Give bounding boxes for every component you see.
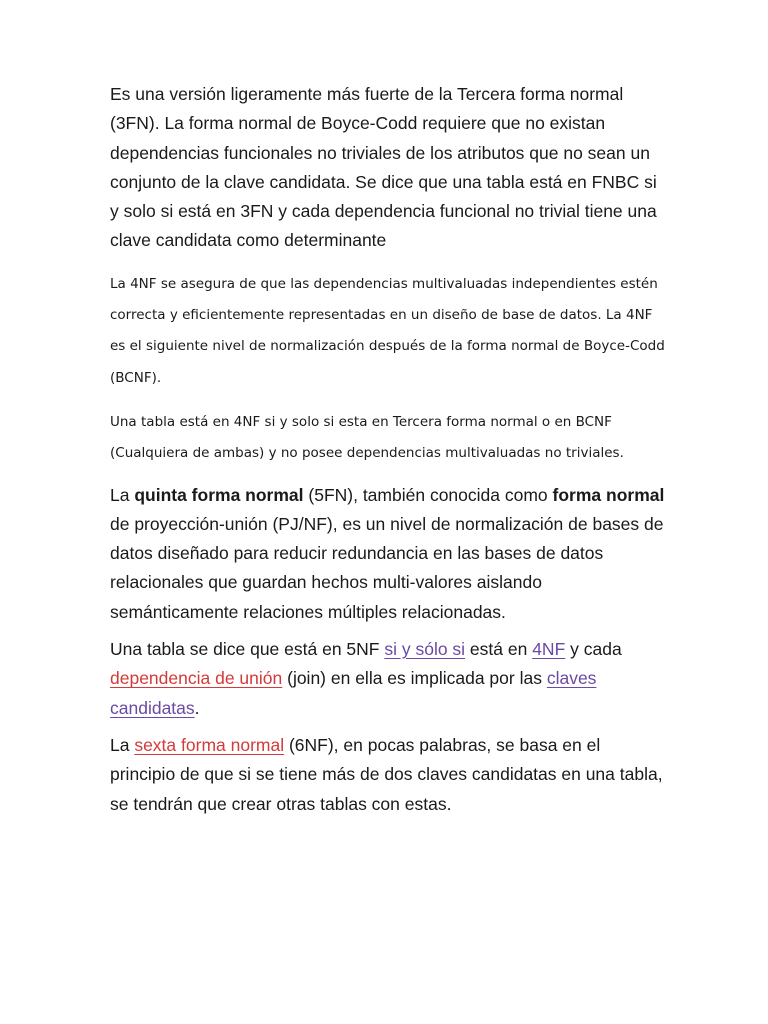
paragraph-5nf-intro <box>110 481 670 627</box>
link-claves-candidatas[interactable]: claves candidatas <box>110 668 597 718</box>
text-span: La <box>110 734 135 755</box>
text-span: La <box>110 484 135 505</box>
paragraph-5nf-definition <box>110 635 670 723</box>
document-page <box>110 80 670 819</box>
text-span: y cada <box>565 639 622 660</box>
paragraph-bcnf: Es una versión ligeramente más fuerte de la Tercera forma normal (3FN). La forma normal de Boyce-Codd requiere que no existan dependencias funcionales no triviales de los atributos que no sean un conjunto de la clave candidata. Se dice que una tabla está en FNBC si y solo si está en 3FN y cada dependencia funcional no trivial tiene una clave candidata como determinante <box>110 84 657 251</box>
bold-term-forma-normal: forma normal <box>552 484 665 505</box>
text-span: Una tabla se dice que está en 5NF <box>110 639 385 660</box>
text-span: (5FN), también conocida como <box>303 484 553 505</box>
bold-term-quinta-forma-normal: quinta forma normal <box>134 484 304 505</box>
link-dependencia-de-union[interactable]: dependencia de unión <box>110 668 283 689</box>
text-span: (6NF), en pocas palabras, se basa en el principio de que si se tiene más de dos claves candidatas en una tabla, se tendrán que crear otras tablas con estas. <box>110 734 663 814</box>
paragraph-4nf-intro: La 4NF se asegura de que las dependencias multivaluadas independientes estén correcta y eficientemente representadas en un diseño de base de datos. La 4NF es el siguiente nivel de normalización después de la forma normal de Boyce-Codd (BCNF). <box>110 275 665 386</box>
paragraph-4nf-definition: Una tabla está en 4NF si y solo si esta en Tercera forma normal o en BCNF (Cualquiera de ambas) y no posee dependencias multivaluadas no triviales. <box>110 413 624 462</box>
text-span: (join) en ella es implicada por las <box>282 668 547 689</box>
paragraph-6nf <box>110 731 670 819</box>
link-si-y-solo-si[interactable]: si y sólo si <box>384 639 466 660</box>
link-4nf[interactable]: 4NF <box>532 639 566 660</box>
text-span: . <box>194 697 200 718</box>
text-span: está en <box>465 639 533 660</box>
link-sexta-forma-normal[interactable]: sexta forma normal <box>134 734 285 755</box>
text-span: de proyección-unión (PJ/NF), es un nivel de normalización de bases de datos diseñado para reducir redundancia en las bases de datos relacionales que guardan hechos multi-valores aislando semánticamente relaciones múltiples relacionadas. <box>110 513 664 622</box>
